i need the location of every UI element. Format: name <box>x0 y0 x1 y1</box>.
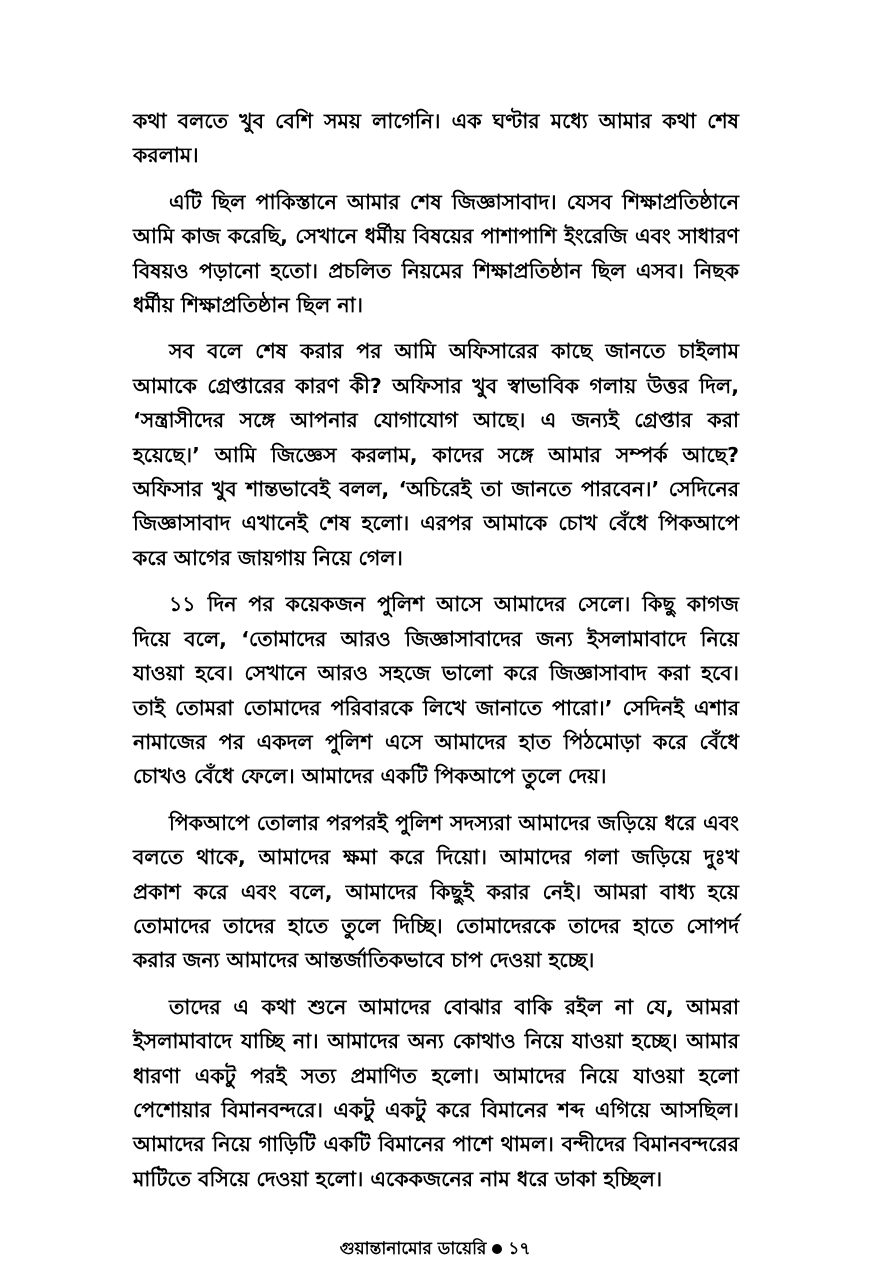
page-number: ১৭ <box>508 1239 531 1259</box>
page-body <box>133 104 739 1208</box>
paragraph-2: এটি ছিল পাকিস্তানে আমার শেষ জিজ্ঞাসাবাদ। যেসব শিক্ষাপ্রতিষ্ঠানে আমি কাজ করেছি, সেখানে ধর্মীয় বিষয়ের পাশাপাশি ইংরেজি এবং সাধারণ বিষয়ও পড়ানো হতো। প্রচলিত নিয়মের শিক্ষাপ্রতিষ্ঠান ছিল এসব। নিছক ধর্মীয় শিক্ষাপ্রতিষ্ঠান ছিল না। <box>133 189 739 318</box>
bullet-icon <box>492 1244 502 1254</box>
footer-book-title: গুয়ান্তানামোর ডায়েরি <box>339 1239 487 1259</box>
page-footer <box>0 1236 870 1264</box>
paragraph-6: তাদের এ কথা শুনে আমাদের বোঝার বাকি রইল না যে, আমরা ইসলামাবাদে যাচ্ছি না। আমাদের অন্য কোথাও নিয়ে যাওয়া হচ্ছে। আমার ধারণা একটু পরই সত্য প্রমাণিত হলো। আমাদের নিয়ে যাওয়া হলো পেশোয়ার বিমানবন্দরে। একটু একটু করে বিমানের শব্দ এগিয়ে আসছিল। আমাদের নিয়ে গাড়িটি একটি বিমানের পাশে থামল। বন্দীদের বিমানবন্দরের মাটিতে বসিয়ে দেওয়া হলো। একেকজনের নাম ধরে ডাকা হচ্ছিল। <box>133 994 739 1191</box>
paragraph-4: ১১ দিন পর কয়েকজন পুলিশ আসে আমাদের সেলে। কিছু কাগজ দিয়ে বলে, ‘তোমাদের আরও জিজ্ঞাসাবাদের জন্য ইসলামাবাদে নিয়ে যাওয়া হবে। সেখানে আরও সহজে ভালো করে জিজ্ঞাসাবাদ করা হবে। তাই তোমরা তোমাদের পরিবারকে লিখে জানাতে পারো।’ সেদিনই এশার নামাজের পর একদল পুলিশ এসে আমাদের হাত পিঠমোড়া করে বেঁধে চোখও বেঁধে ফেলে। আমাদের একটি পিকআপে তুলে দেয়। <box>133 592 739 789</box>
paragraph-3: সব বলে শেষ করার পর আমি অফিসারের কাছে জানতে চাইলাম আমাকে গ্রেপ্তারের কারণ কী? অফিসার খুব স্বাভাবিক গলায় উত্তর দিল, ‘সন্ত্রাসীদের সঙ্গে আপনার যোগাযোগ আছে। এ জন্যই গ্রেপ্তার করা হয়েছে।’ আমি জিজ্ঞেস করলাম, কাদের সঙ্গে আমার সম্পর্ক আছে? অফিসার খুব শান্তভাবেই বলল, ‘অচিরেই তা জানতে পারবেন।’ সেদিনের জিজ্ঞাসাবাদ এখানেই শেষ হলো। এরপর আমাকে চোখ বেঁধে পিকআপে করে আগের জায়গায় নিয়ে গেল। <box>133 339 739 570</box>
paragraph-5: পিকআপে তোলার পরপরই পুলিশ সদস্যরা আমাদের জড়িয়ে ধরে এবং বলতে থাকে, আমাদের ক্ষমা করে দিয়ো। আমাদের গলা জড়িয়ে দুঃখ প্রকাশ করে এবং বলে, আমাদের কিছুই করার নেই। আমরা বাধ্য হয়ে তোমাদের তাদের হাতে তুলে দিচ্ছি। তোমাদেরকে তাদের হাতে সোপর্দ করার জন্য আমাদের আন্তর্জাতিকভাবে চাপ দেওয়া হচ্ছে। <box>133 810 739 973</box>
paragraph-1: কথা বলতে খুব বেশি সময় লাগেনি। এক ঘণ্টার মধ্যে আমার কথা শেষ করলাম। <box>133 109 739 168</box>
